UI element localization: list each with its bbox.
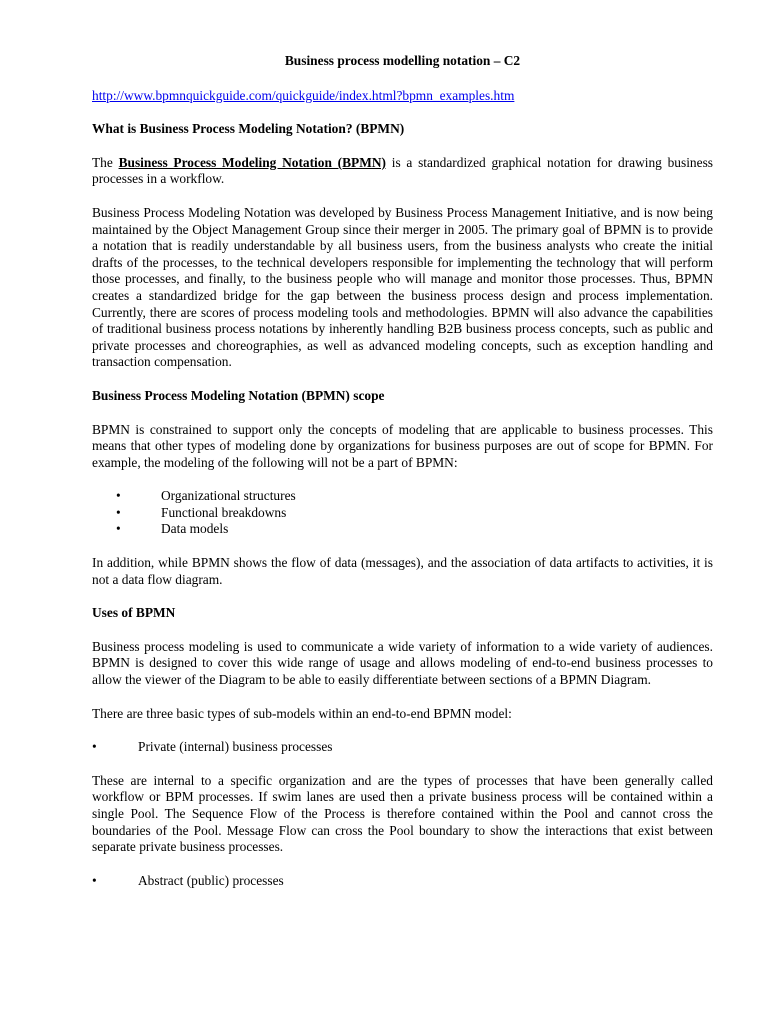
list-item-abstract-processes — [92, 873, 713, 890]
out-of-scope-list — [92, 488, 713, 538]
history-paragraph: Business Process Modeling Notation was developed by Business Process Management Initiative, and is now being maintained by the Object Management Group since their merger in 2005. The primary goal of BPMN is to provide a notation that is readily understandable by all business users, from the business analysts who create the initial drafts of the processes, to the technical developers responsible for implementing the technology that will perform those processes, and finally, to the business people who will manage and monitor those processes. Thus, BPMN creates a standardized bridge for the gap between the business process design and process implementation. Currently, there are scores of process modeling tools and methodologies. BPMN will also advance the capabilities of traditional business process notations by inherently handling B2B business process concepts, such as public and private processes and choreographies, as well as advanced modeling concepts, such as exception handling and transaction compensation. — [92, 204, 713, 370]
list-item — [92, 488, 713, 505]
list-item-private-processes — [92, 739, 713, 756]
list-item — [92, 505, 713, 522]
list-item-text: Functional breakdowns — [161, 504, 287, 520]
data-flow-paragraph: In addition, while BPMN shows the flow of data (messages), and the association of data artifacts to activities, it is not a data flow diagram. — [92, 555, 713, 587]
document-body — [92, 53, 713, 906]
bpmn-term: Business Process Modeling Notation (BPMN) — [118, 154, 386, 170]
section-heading-uses: Uses of BPMN — [92, 605, 176, 621]
bullet-icon: • — [116, 521, 121, 537]
bullet-icon: • — [116, 504, 121, 520]
section-heading-what-is-bpmn: What is Business Process Modeling Notation? (BPMN) — [92, 121, 405, 137]
list-item — [92, 521, 713, 538]
intro-paragraph — [92, 155, 713, 188]
list-item-text: Data models — [161, 521, 229, 537]
intro-prefix: The — [92, 154, 119, 170]
reference-link[interactable]: http://www.bpmnquickguide.com/quickguide/index.html?bpmn_examples.htm — [92, 87, 515, 103]
intro-suffix: is a standardized graphical notation for drawing business processes in a workflow. — [92, 154, 713, 187]
document-title: Business process modelling notation – C2 — [284, 53, 521, 68]
uses-paragraph: Business process modeling is used to communicate a wide variety of information to a wide variety of audiences. BPMN is designed to cover this wide range of usage and allows modeling of end-to-end business processes to allow the viewer of the Diagram to be able to easily differentiate between sections of a BPMN Diagram. — [92, 638, 713, 688]
section-heading-scope: Business Process Modeling Notation (BPMN) scope — [92, 387, 385, 403]
scope-paragraph: BPMN is constrained to support only the concepts of modeling that are applicable to business processes. This means that other types of modeling done by organizations for business purposes are out of scope for BPMN. For example, the modeling of the following will not be a part of BPMN: — [92, 421, 713, 470]
list-item-text: Organizational structures — [161, 488, 296, 504]
sub-models-paragraph: There are three basic types of sub-models within an end-to-end BPMN model: — [92, 705, 512, 721]
list-item-text: Abstract (public) processes — [138, 872, 284, 888]
bullet-icon: • — [116, 488, 121, 504]
list-item-text: Private (internal) business processes — [138, 739, 333, 755]
private-processes-paragraph: These are internal to a specific organization and are the types of processes that have been generally called workflow or BPM processes. If swim lanes are used then a private business process will be contained within a single Pool. The Sequence Flow of the Process is therefore contained within the Pool and cannot cross the boundaries of the Pool. Message Flow can cross the Pool boundary to show the interactions that exist between separate private business processes. — [92, 772, 713, 855]
bullet-icon: • — [92, 872, 97, 888]
bullet-icon: • — [92, 739, 97, 755]
